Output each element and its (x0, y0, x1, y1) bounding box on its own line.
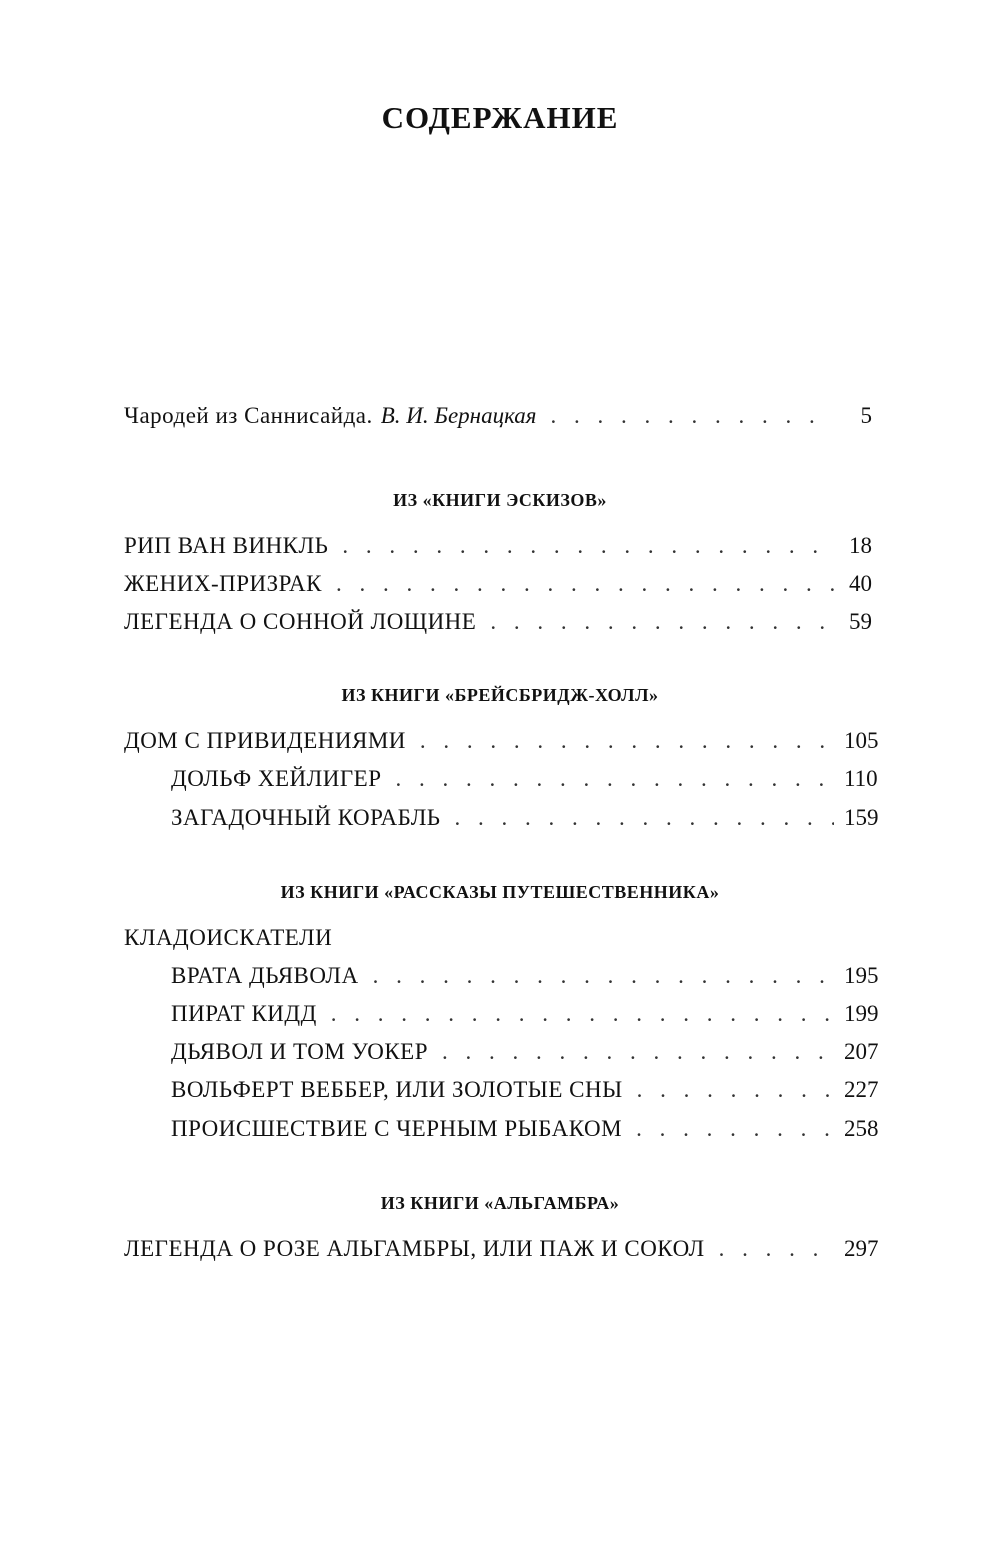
toc-entry (124, 533, 872, 571)
entry-title: ДЬЯВОЛ И ТОМ УОКЕР (171, 1039, 429, 1064)
dot-leader (331, 1001, 834, 1027)
page-number: 59 (849, 609, 872, 634)
dot-leader (719, 1236, 834, 1262)
toc-entry (171, 1001, 879, 1039)
entry-author: В. И. Бернацкая (380, 403, 537, 428)
dot-leader (373, 963, 834, 989)
page-number: 5 (860, 403, 872, 428)
page-number: 258 (844, 1116, 879, 1141)
entry-title: КЛАДОИСКАТЕЛИ (124, 925, 333, 950)
entry-title: ПИРАТ КИДД (171, 1001, 317, 1026)
page-number: 40 (849, 571, 872, 596)
entry-title: ДОМ С ПРИВИДЕНИЯМИ (124, 728, 406, 753)
entry-title: ЛЕГЕНДА О СОННОЙ ЛОЩИНЕ (124, 609, 477, 634)
page-number: 159 (844, 805, 879, 830)
dot-leader (442, 1039, 834, 1065)
section-heading: ИЗ КНИГИ «АЛЬГАМБРА» (380, 1193, 620, 1213)
dot-leader (336, 571, 834, 597)
toc-entry (124, 571, 872, 609)
entry-title: Чародей из Саннисайда. (124, 403, 373, 428)
toc-entry (124, 1236, 879, 1274)
page-number: 110 (844, 766, 878, 791)
dot-leader (342, 533, 834, 559)
entry-title: ПРОИСШЕСТВИЕ С ЧЕРНЫМ РЫБАКОМ (171, 1116, 623, 1141)
toc-entry (171, 766, 878, 804)
entry-title: ЛЕГЕНДА О РОЗЕ АЛЬГАМБРЫ, ИЛИ ПАЖ И СОКОЛ (124, 1236, 705, 1261)
page-title: СОДЕРЖАНИЕ (381, 100, 619, 135)
toc-entry (171, 1039, 879, 1077)
page-number: 18 (849, 533, 872, 558)
dot-leader (490, 609, 834, 635)
toc-entry (171, 1077, 879, 1115)
toc-entry (171, 1116, 879, 1154)
section-heading: ИЗ «КНИГИ ЭСКИЗОВ» (393, 490, 607, 510)
toc-entry-preface (124, 403, 872, 441)
section-heading: ИЗ КНИГИ «РАССКАЗЫ ПУТЕШЕСТВЕННИКА» (280, 882, 720, 902)
toc-group-title (124, 925, 872, 963)
entry-title: ВРАТА ДЬЯВОЛА (171, 963, 359, 988)
toc-entry (171, 963, 879, 1001)
toc-entry (124, 728, 879, 766)
dot-leader (637, 1077, 834, 1103)
dot-leader (455, 805, 834, 831)
toc-entry (171, 805, 879, 843)
page-number: 195 (844, 963, 879, 988)
dot-leader (550, 403, 834, 429)
section-heading: ИЗ КНИГИ «БРЕЙСБРИДЖ-ХОЛЛ» (341, 685, 659, 705)
dot-leader (396, 766, 835, 792)
page-number: 199 (844, 1001, 879, 1026)
entry-title: РИП ВАН ВИНКЛЬ (124, 533, 329, 558)
toc-entry (124, 609, 872, 647)
page-number: 105 (844, 728, 879, 753)
entry-title: ДОЛЬФ ХЕЙЛИГЕР (171, 766, 382, 791)
dot-leader (420, 728, 834, 754)
entry-title: ВОЛЬФЕРТ ВЕББЕР, ИЛИ ЗОЛОТЫЕ СНЫ (171, 1077, 623, 1102)
page-number: 297 (844, 1236, 879, 1261)
dot-leader (636, 1116, 834, 1142)
entry-title: ЖЕНИХ-ПРИЗРАК (124, 571, 322, 596)
page-number: 227 (844, 1077, 879, 1102)
page-number: 207 (844, 1039, 879, 1064)
entry-title: ЗАГАДОЧНЫЙ КОРАБЛЬ (171, 805, 441, 830)
